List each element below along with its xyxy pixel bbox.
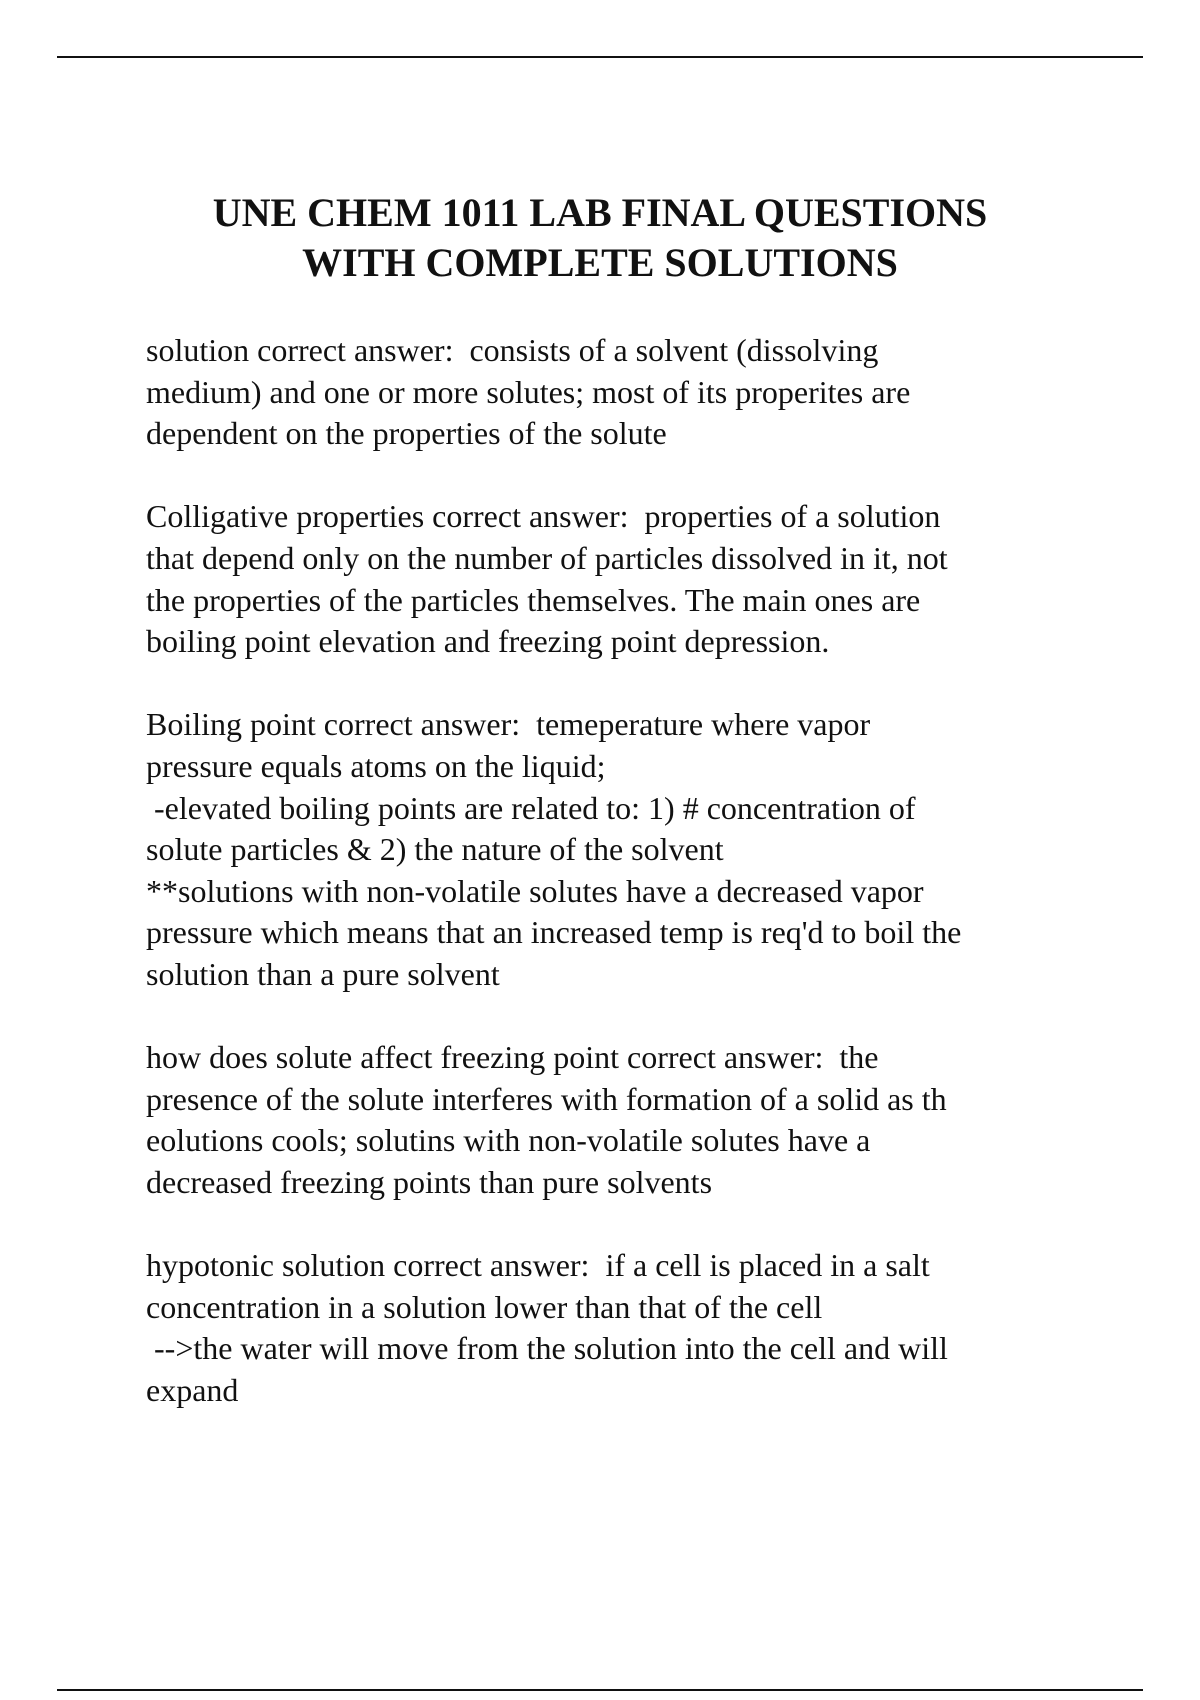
bottom-rule [57, 1689, 1143, 1691]
entry-line: -->the water will move from the solution into the cell and will [146, 1330, 948, 1367]
document-body [146, 330, 1106, 1453]
entry-line: the properties of the particles themselves. The main ones are [146, 581, 921, 618]
entry-line: expand [146, 1371, 239, 1408]
qa-entry-colligative-properties [146, 496, 1106, 662]
entry-line: Colligative properties correct answer: properties of a solution [146, 498, 941, 535]
entry-line: hypotonic solution correct answer: if a cell is placed in a salt [146, 1247, 930, 1284]
entry-line: -elevated boiling points are related to: 1) # concentration of [146, 789, 916, 826]
entry-line: pressure which means that an increased temp is req'd to boil the [146, 914, 962, 951]
entry-line: concentration in a solution lower than that of the cell [146, 1288, 823, 1325]
title-line: WITH COMPLETE SOLUTIONS [302, 240, 898, 285]
entry-line: decreased freezing points than pure solvents [146, 1163, 713, 1200]
entry-line: medium) and one or more solutes; most of its properites are [146, 373, 911, 410]
qa-entry-solution [146, 330, 1106, 455]
entry-line: **solutions with non-volatile solutes have a decreased vapor [146, 872, 924, 909]
entry-line: pressure equals atoms on the liquid; [146, 747, 606, 784]
entry-line: solute particles & 2) the nature of the solvent [146, 831, 724, 868]
entry-line: solution than a pure solvent [146, 955, 500, 992]
qa-entry-boiling-point [146, 704, 1106, 995]
title-line: UNE CHEM 1011 LAB FINAL QUESTIONS [212, 190, 988, 235]
qa-entry-hypotonic-solution [146, 1245, 1106, 1411]
entry-line: presence of the solute interferes with formation of a solid as th [146, 1080, 947, 1117]
entry-line: that depend only on the number of particles dissolved in it, not [146, 539, 948, 576]
entry-line: eolutions cools; solutins with non-volatile solutes have a [146, 1122, 871, 1159]
qa-entry-freezing-point [146, 1037, 1106, 1203]
top-rule [57, 56, 1143, 58]
entry-line: dependent on the properties of the solute [146, 415, 667, 452]
document-title [100, 188, 1100, 288]
entry-line: how does solute affect freezing point correct answer: the [146, 1039, 879, 1076]
entry-line: solution correct answer: consists of a solvent (dissolving [146, 332, 879, 368]
entry-line: boiling point elevation and freezing point depression. [146, 623, 830, 660]
entry-line: Boiling point correct answer: temeperature where vapor [146, 706, 871, 743]
